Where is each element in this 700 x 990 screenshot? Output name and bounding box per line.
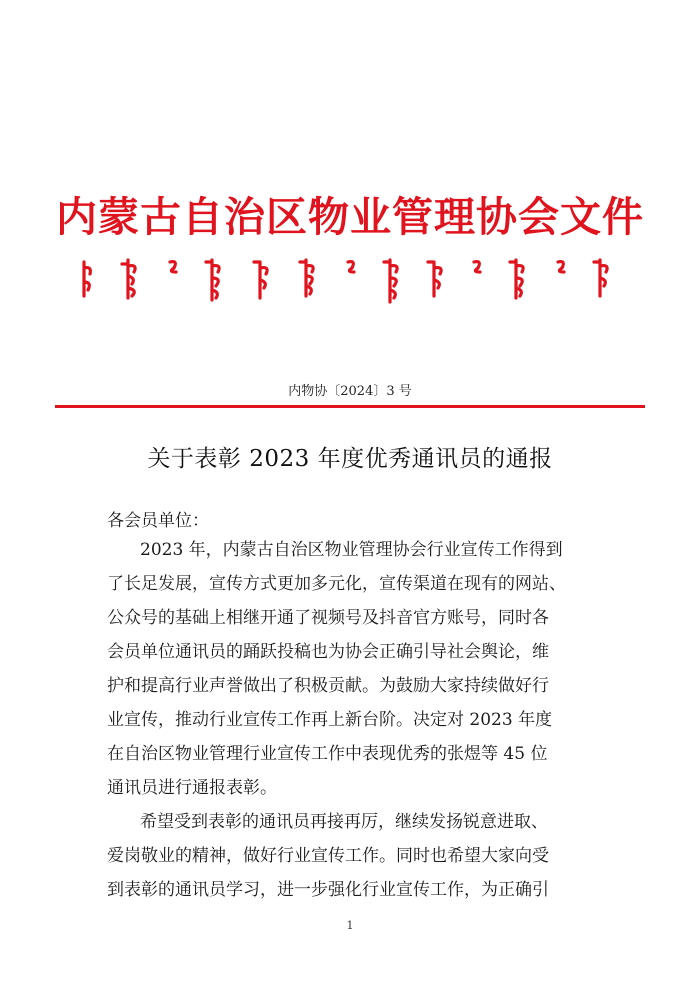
mongolian-script-graphic [70,256,630,304]
body-line: 希望受到表彰的通讯员再接再厉，继续发扬锐意进取、 [140,812,548,832]
body-line: 通讯员进行通报表彰。 [107,778,277,798]
body-line: 护和提高行业声誉做出了积极贡献。为鼓励大家持续做好行 [107,676,549,696]
body-line: 爱岗敬业的精神，做好行业宣传工作。同时也希望大家向受 [107,846,549,866]
body-line: 业宣传，推动行业宣传工作再上新台阶。决定对 2023 年度 [107,710,553,730]
body-line: 2023 年，内蒙古自治区物业管理协会行业宣传工作得到 [140,540,563,560]
page-number: 1 [346,919,354,932]
mongolian-script-title [70,256,630,304]
org-title: 内蒙古自治区物业管理协会文件 [56,193,644,241]
salutation: 各会员单位： [107,511,209,531]
body-line: 公众号的基础上相继开通了视频号及抖音官方账号，同时各 [107,608,549,628]
body-line: 到表彰的通讯员学习，进一步强化行业宣传工作，为正确引 [107,880,549,900]
document-number: 内物协〔2024〕3 号 [288,384,412,399]
document-title: 关于表彰 2023 年度优秀通讯员的通报 [147,446,553,472]
body-line: 会员单位通讯员的踊跃投稿也为协会正确引导社会舆论，维 [107,642,549,662]
body-line: 在自治区物业管理行业宣传工作中表现优秀的张煜等 45 位 [107,744,548,764]
red-divider-line [55,405,645,408]
body-line: 了长足发展，宣传方式更加多元化，宣传渠道在现有的网站、 [107,574,566,594]
